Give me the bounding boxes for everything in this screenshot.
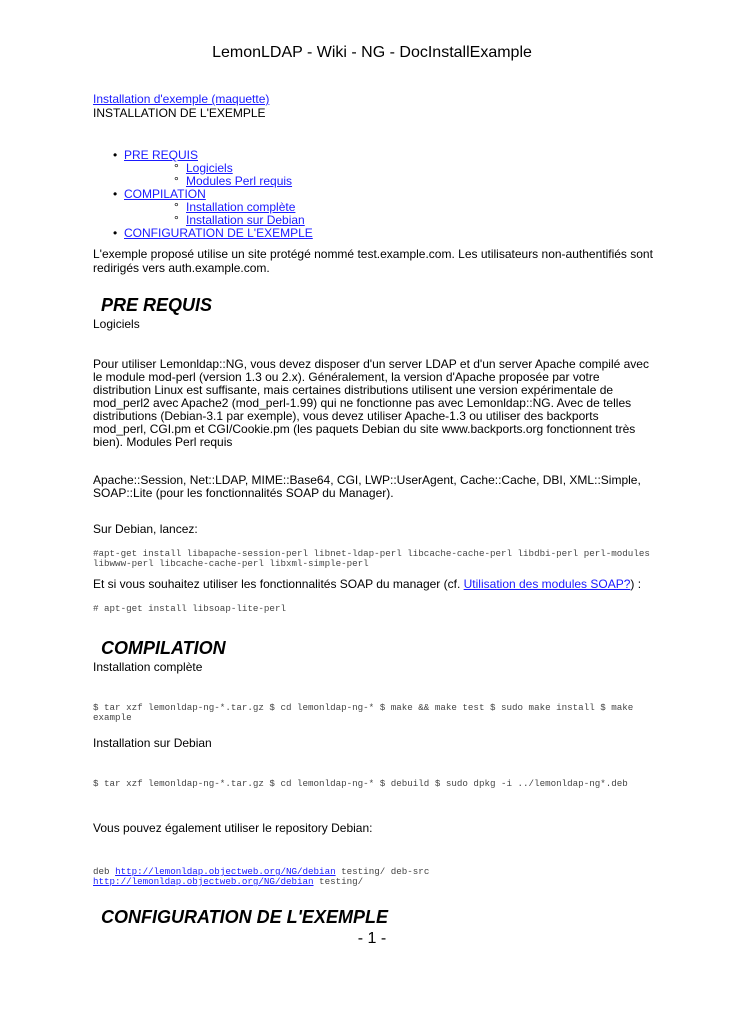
code-repository [93, 867, 653, 887]
subsection-install-complete: Installation complète [93, 660, 203, 674]
code-debuild: $ tar xzf lemonldap-ng-*.tar.gz $ cd lemonldap-ng-* $ debuild $ sudo dpkg -i ../lemonldap-ng*.deb [93, 778, 628, 789]
section-title-compilation: COMPILATION [101, 638, 226, 658]
toc-link-logiciels[interactable]: Logiciels [186, 161, 233, 175]
repo-mid: testing/ deb-src [335, 866, 435, 877]
repo-deb: deb [93, 866, 116, 877]
link-repo-url-1[interactable]: http://lemonldap.objectweb.org/NG/debian [115, 866, 336, 877]
soap-paragraph [93, 577, 653, 591]
document-body [93, 92, 656, 927]
repository-paragraph: Vous pouvez également utiliser le repository Debian: [93, 821, 373, 835]
page-header-title: LemonLDAP - Wiki - NG - DocInstallExample [212, 44, 532, 61]
code-apt-get-soap: # apt-get install libsoap-lite-perl [93, 603, 286, 614]
section-title-pre-requis: PRE REQUIS [101, 295, 213, 315]
toc-item [93, 188, 653, 227]
debian-label: Sur Debian, lancez: [93, 522, 198, 536]
soap-text: Et si vous souhaitez utiliser les fonctionnalités SOAP du manager (cf. [93, 577, 464, 591]
toc-item [93, 227, 653, 240]
section-title-configuration: CONFIGURATION DE L'EXEMPLE [101, 907, 388, 927]
toc-link-install-complete[interactable]: Installation complète [186, 200, 296, 214]
subsection-install-debian: Installation sur Debian [93, 736, 212, 750]
link-repo-url-2[interactable]: http://lemonldap.objectweb.org/NG/debian [93, 876, 314, 887]
toc-link-pre-requis[interactable]: PRE REQUIS [124, 148, 199, 162]
soap-end: ) : [630, 577, 642, 591]
link-soap-modules[interactable]: Utilisation des modules SOAP? [463, 577, 631, 591]
link-installation-exemple[interactable]: Installation d'exemple (maquette) [93, 92, 270, 106]
repo-end: testing/ [313, 876, 364, 887]
main-heading: INSTALLATION DE L'EXEMPLE [93, 106, 266, 120]
toc-item [93, 149, 653, 188]
intro-paragraph: L'exemple proposé utilise un site protégé nommé test.example.com. Les utilisateurs non-authentifiés sont redirigés vers auth.example.com. [93, 247, 653, 275]
paragraph-logiciels: Pour utiliser Lemonldap::NG, vous devez disposer d'un server LDAP et d'un server Apache compilé avec le module mod-perl (version 1.3 ou 2.x). Généralement, la version d'Apache proposée par votre distribution Linux est suffisante, mais certaines distributions utilisent une version expérimentale de mod_perl2 avec Apache2 (mod_perl-1.99) qui ne fonctionne pas avec Lemonldap::NG. Avec de telles distributions (Debian-3.1 par exemple), vous devez utiliser Apache-1.3 ou utiliser des backports mod_perl, CGI.pm et CGI/Cookie.pm (les paquets Debian du site www.backports.org fonctionnent très bien). Modules Perl requis [93, 357, 649, 449]
code-apt-get-modules: #apt-get install libapache-session-perl libnet-ldap-perl libcache-cache-perl libdbi-perl perl-modules libwww-perl libcache-cache-perl libxml-simple-perl [93, 548, 656, 569]
paragraph-modules: Apache::Session, Net::LDAP, MIME::Base64, CGI, LWP::UserAgent, Cache::Cache, DBI, XML::Simple, SOAP::Lite (pour les fonctionnalités SOAP du Manager). [93, 473, 641, 500]
subsection-logiciels: Logiciels [93, 317, 140, 331]
toc-link-configuration[interactable]: CONFIGURATION DE L'EXEMPLE [124, 226, 313, 240]
toc-link-compilation[interactable]: COMPILATION [124, 187, 206, 201]
table-of-contents [93, 149, 653, 240]
page-number: - 1 - [357, 930, 387, 947]
toc-link-modules-perl[interactable]: Modules Perl requis [186, 174, 293, 188]
toc-link-install-debian[interactable]: Installation sur Debian [186, 213, 305, 227]
code-make-install: $ tar xzf lemonldap-ng-*.tar.gz $ cd lemonldap-ng-* $ make && make test $ sudo make install $ make example [93, 702, 639, 723]
